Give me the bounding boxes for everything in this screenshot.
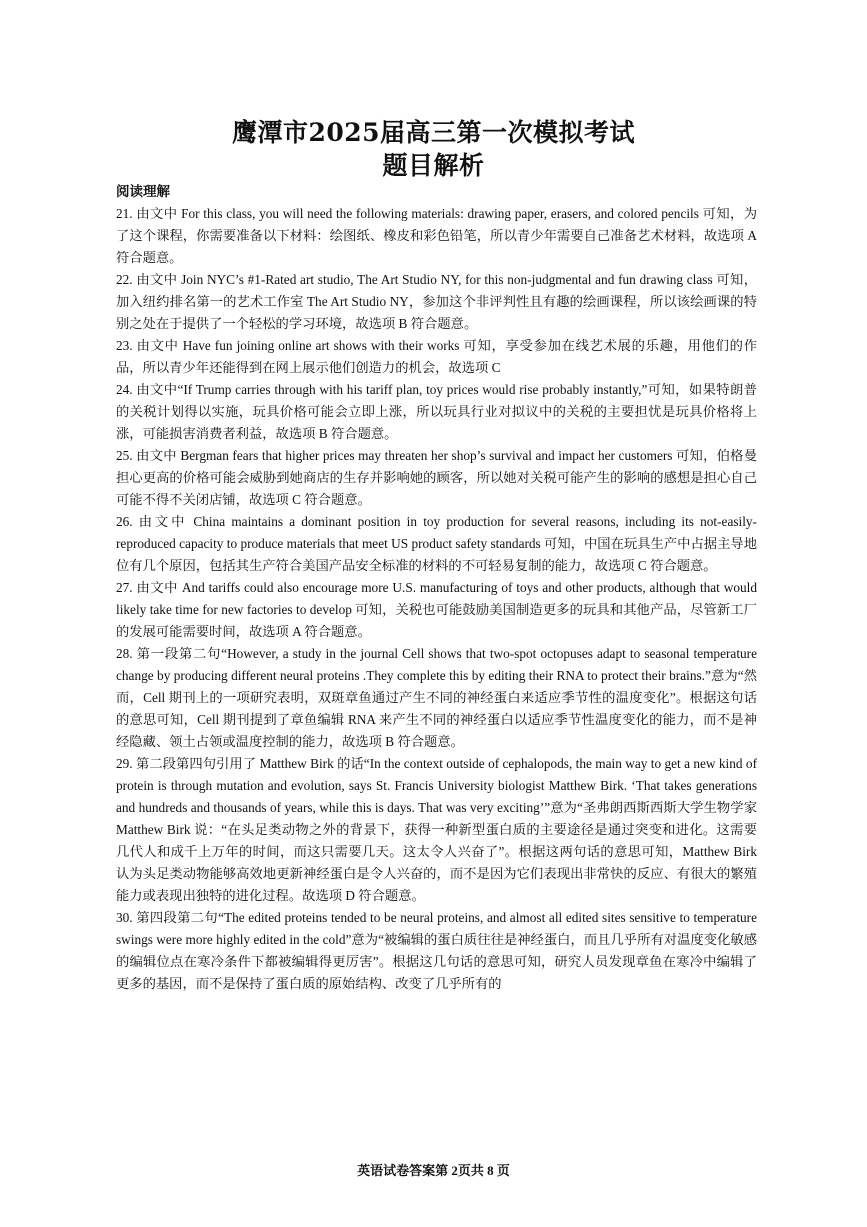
explanation-22: 22. 由文中 Join NYC’s #1-Rated art studio, The Art Studio NY, for this non-judgmental and fun drawing class 可知，加入纽约排名第一的艺术工作室 The Art Studio NY，参加这个非评判性且有趣的绘画课程，所以该绘画课的特别之处在于提供了一个轻松的学习环境，故选项 B 符合题意。 [116, 272, 757, 331]
section-heading: 阅读理解 [116, 184, 170, 200]
exam-title: 鹰潭市2025届高三第一次模拟考试 [231, 118, 636, 147]
explanation-21: 21. 由文中 For this class, you will need the following materials: drawing paper, erasers, and colored pencils 可知，为了这个课程，你需要准备以下材料：绘图纸、橡皮和彩色铅笔，所以青少年需要自己准备艺术材料，故选项 A 符合题意。 [116, 206, 757, 265]
explanation-24: 24. 由文中“If Trump carries through with his tariff plan, toy prices would rise probably instantly,”可知，如果特朗普的关税计划得以实施，玩具价格可能会立即上涨，所以玩具行业对拟议中的关税的主要担忧是玩具价格将上涨，可能损害消费者利益，故选项 B 符合题意。 [116, 382, 757, 441]
explanation-29: 29. 第二段第四句引用了 Matthew Birk 的话“In the context outside of cephalopods, the main way to get a new kind of protein is through mutation and evolution, says St. Francis University biologist Matthew Birk. ‘That takes generations and hundreds and thousands of years, while this is days. That was very exciting’”意为“圣弗朗西斯西斯大学生物学家 Matthew Birk 说：“在头足类动物之外的背景下，获得一种新型蛋白质的主要途径是通过突变和进化。这需要几代人和成千上万年的时间，而这只需要几天。这太令人兴奋了”。根据这两句话的意思可知，Matthew Birk 认为头足类动物能够高效地更新神经蛋白是令人兴奋的，而不是因为它们表现出非常快的反应、有很大的繁殖能力或表现出独特的进化过程。故选项 D 符合题意。 [116, 756, 757, 903]
answer-explanations [116, 203, 757, 995]
explanation-30: 30. 第四段第二句“The edited proteins tended to be neural proteins, and almost all edited sites sensitive to temperature swings were more highly edited in the cold”意为“被编辑的蛋白质往往是神经蛋白，而且几乎所有对温度变化敏感的编辑位点在寒冷条件下都被编辑得更厉害”。根据这几句话的意思可知，研究人员发现章鱼在寒冷中编辑了更多的基因，而不是保持了蛋白质的原始结构、改变了几乎所有的 [116, 910, 757, 991]
explanation-25: 25. 由文中 Bergman fears that higher prices may threaten her shop’s survival and impact her customers 可知，伯格曼担心更高的价格可能会威胁到她商店的生存并影响她的顾客，所以她对关税可能产生的影响的感想是担心自己可能不得不关闭店铺，故选项 C 符合题意。 [116, 448, 757, 507]
explanation-23: 23. 由文中 Have fun joining online art shows with their works 可知，享受参加在线艺术展的乐趣，用他们的作品，所以青少年还能得到在网上展示他们创造力的机会，故选项 C [116, 338, 757, 375]
exam-subtitle: 题目解析 [382, 151, 485, 180]
explanation-27: 27. 由文中 And tariffs could also encourage more U.S. manufacturing of toys and other products, although that would likely take time for new factories to develop 可知，关税也可能鼓励美国制造更多的玩具和其他产品，尽管新工厂的发展可能需要时间，故选项 A 符合题意。 [116, 580, 757, 639]
page-footer: 英语试卷答案第 2页共 8 页 [357, 1163, 510, 1178]
explanation-26: 26. 由文中 China maintains a dominant position in toy production for several reasons, including its not-easily-reproduced capacity to produce materials that meet US product safety standards 可知，中国在玩具生产中占据主导地位有几个原因，包括其生产符合美国产品安全标准的材料的不可轻易复制的能力，故选项 C 符合题意。 [116, 514, 757, 573]
explanation-28: 28. 第一段第二句“However, a study in the journal Cell shows that two-spot octopuses adapt to seasonal temperature change by producing different neural proteins .They complete this by editing their RNA to protect their brains.”意为“然而，Cell 期刊上的一项研究表明，双斑章鱼通过产生不同的神经蛋白来适应季节性的温度变化”。根据这句话的意思可知，Cell 期刊提到了章鱼编辑 RNA 来产生不同的神经蛋白以适应季节性温度变化的能力，而不是神经隐藏、领土占领或温度控制的能力，故选项 B 符合题意。 [116, 646, 757, 749]
